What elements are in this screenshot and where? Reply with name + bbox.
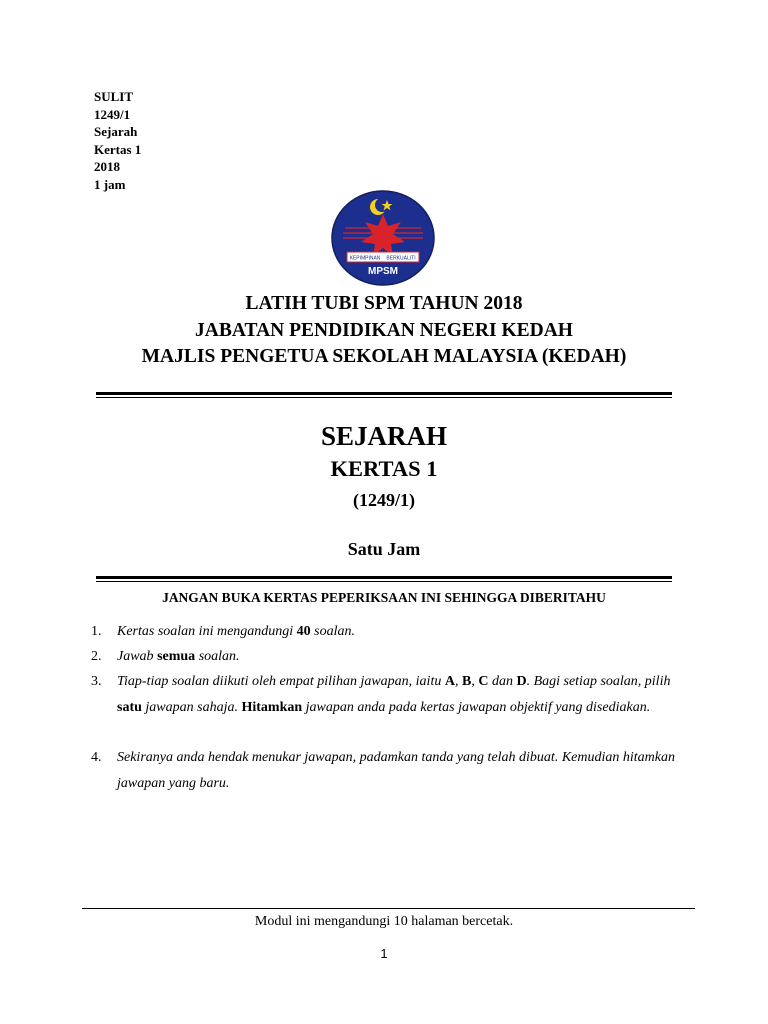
footer-divider xyxy=(82,908,695,909)
footer-note: Modul ini mengandungi 10 halaman bercetak. xyxy=(254,914,514,929)
logo-banner-left: KEPIMPINAN xyxy=(349,255,381,262)
instruction-3: 3. Tiap-tiap soalan diikuti oleh empat pilihan jawapan, iaitu A, B, C dan D. Bagi setiap soalan, pilih satu jawapan sahaja. Hitamkan jawapan anda pada kertas jawapan objektif yang disediakan. xyxy=(91,669,691,720)
instruction-number: 4. xyxy=(91,750,102,765)
instruction-2: 2. Jawab semua soalan. xyxy=(91,644,691,670)
instruction-number: 2. xyxy=(91,649,102,664)
divider-bottom xyxy=(96,576,672,582)
logo-caption: MPSM xyxy=(368,266,398,277)
heading-line-3: MAJLIS PENGETUA SEKOLAH MALAYSIA (KEDAH) xyxy=(141,346,627,367)
divider-top xyxy=(96,392,672,398)
page-number: 1 xyxy=(380,946,388,961)
subject-label: Sejarah xyxy=(94,124,138,140)
mpsm-logo xyxy=(331,190,435,286)
warning-notice: JANGAN BUKA KERTAS PEPERIKSAAN INI SEHINGGA DIBERITAHU xyxy=(162,590,606,605)
duration-label: 1 jam xyxy=(94,176,126,192)
heading-line-1: LATIH TUBI SPM TAHUN 2018 xyxy=(245,293,523,314)
paper-title: KERTAS 1 xyxy=(330,456,438,481)
instruction-4: 4. Sekiranya anda hendak menukar jawapan, padamkan tanda yang telah dibuat. Kemudian hitamkan jawapan yang baru. xyxy=(91,745,691,796)
duration-title: Satu Jam xyxy=(347,539,421,559)
logo-banner-right: BERKUALITI xyxy=(386,255,416,262)
classification-label: SULIT xyxy=(94,89,134,104)
paper-code: 1249/1 xyxy=(94,106,131,122)
instruction-number: 3. xyxy=(91,674,102,689)
subject-title: SEJARAH xyxy=(320,421,448,451)
year-label: 2018 xyxy=(94,159,120,175)
instruction-1: 1. Kertas soalan ini mengandungi 40 soalan. xyxy=(91,619,691,645)
paper-info-block xyxy=(94,88,141,194)
paper-label: Kertas 1 xyxy=(94,141,142,157)
paper-code-title: (1249/1) xyxy=(353,490,415,510)
heading-line-2: JABATAN PENDIDIKAN NEGERI KEDAH xyxy=(195,320,573,341)
instruction-number: 1. xyxy=(91,624,102,639)
